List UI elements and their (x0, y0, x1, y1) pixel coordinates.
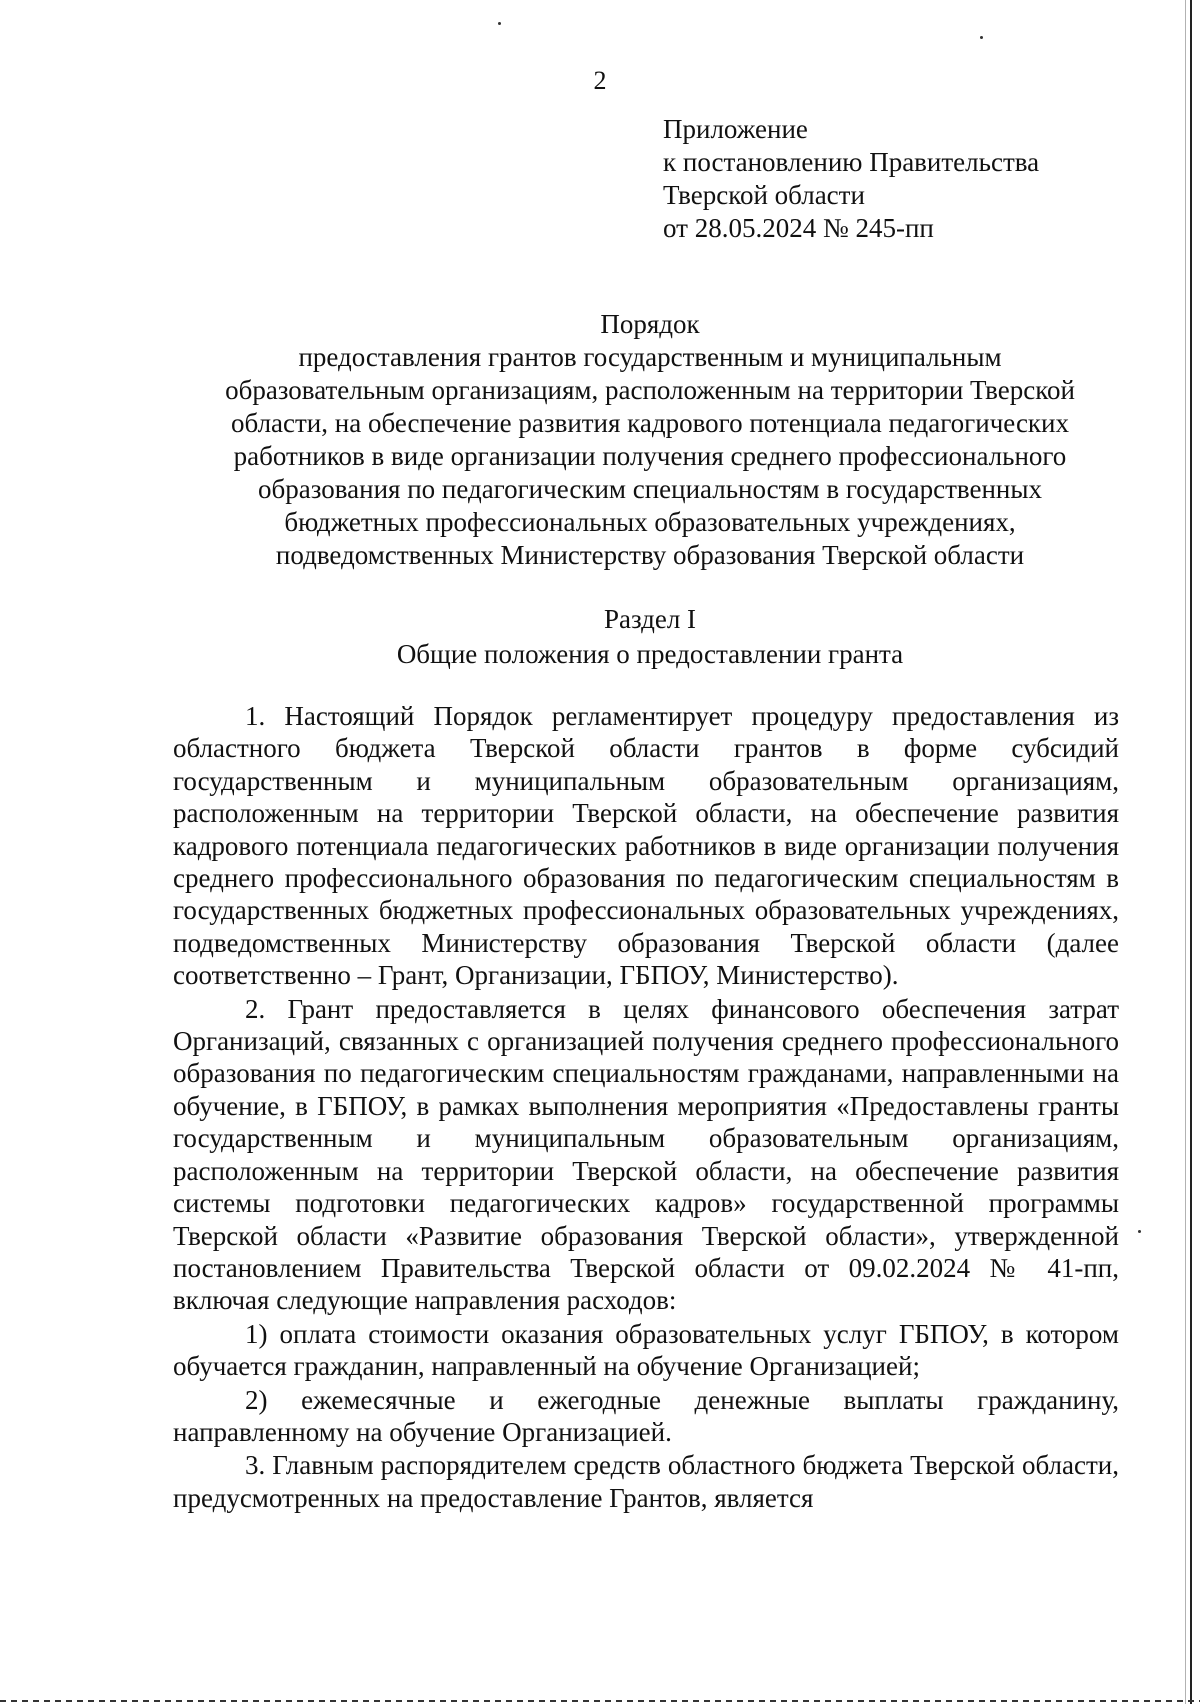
appendix-line: от 28.05.2024 № 245-пп (663, 213, 934, 243)
section-number: Раздел I (603, 604, 697, 634)
scan-speck (980, 36, 983, 39)
title-line: бюджетных профессиональных образовательных учреждениях, (284, 507, 1016, 537)
page-number: 2 (593, 66, 607, 95)
paragraph: 2. Грант предоставляется в целях финансового обеспечения затрат Организаций, связанных с организацией получения среднего профессионального образования по педагогическим специальностям гражданами, направленными на обучение, в ГБПОУ, в рамках выполнения мероприятия «Предоставлены гранты государственным и муниципальным образовательным организациям, расположенным на территории Тверской области, на обеспечение развития системы подготовки педагогических кадров» государственной программы Тверской области «Развитие образования Тверской области», утвержденной постановлением Правительства Тверской области от 09.02.2024 № 41-пп, включая следующие направления расходов: (173, 993, 1119, 1316)
title-line: подведомственных Министерству образования Тверской области (275, 540, 1025, 570)
title-line: предоставления грантов государственным и муниципальным (298, 342, 1002, 372)
section-header (150, 602, 1150, 672)
title-line: Порядок (600, 309, 700, 339)
title-line: работников в виде организации получения среднего профессионального (233, 441, 1067, 471)
appendix-block (663, 113, 1039, 245)
scan-edge-line (1190, 0, 1192, 1704)
title-line: области, на обеспечение развития кадрового потенциала педагогических (231, 408, 1069, 438)
title-line: образования по педагогическим специальностям в государственных (258, 474, 1042, 504)
scan-speck (1138, 1230, 1141, 1233)
scan-bottom-edge (0, 1700, 1200, 1702)
list-item: 1) оплата стоимости оказания образовательных услуг ГБПОУ, в котором обучается гражданин, направленный на обучение Организацией; (173, 1318, 1119, 1382)
appendix-line: Тверской области (663, 180, 865, 210)
paragraph: 1. Настоящий Порядок регламентирует процедуру предоставления из областного бюджета Тверской области грантов в форме субсидий государственным и муниципальным образовательным организациям, расположенным на территории Тверской области, на обеспечение развития кадрового потенциала педагогических работников в виде организации получения среднего профессионального образования по педагогическим специальностям в государственных бюджетных профессиональных образовательных учреждениях, подведомственных Министерству образования Тверской области (далее соответственно – Грант, Организации, ГБПОУ, Министерство). (173, 701, 1119, 991)
title-line: образовательным организациям, расположенным на территории Тверской (225, 375, 1075, 405)
section-heading: Общие положения о предоставлении гранта (396, 639, 904, 669)
document-body (173, 700, 1119, 1515)
paragraph: 3. Главным распорядителем средств областного бюджета Тверской области, предусмотренных на предоставление Грантов, является (173, 1450, 1119, 1513)
appendix-line: Приложение (663, 114, 808, 144)
appendix-line: к постановлению Правительства (663, 147, 1040, 177)
scan-edge-shadow (1185, 0, 1186, 1704)
list-item: 2) ежемесячные и ежегодные денежные выплаты гражданину, направленному на обучение Организацией. (173, 1384, 1119, 1447)
document-title (150, 308, 1150, 572)
scan-speck (498, 22, 501, 25)
